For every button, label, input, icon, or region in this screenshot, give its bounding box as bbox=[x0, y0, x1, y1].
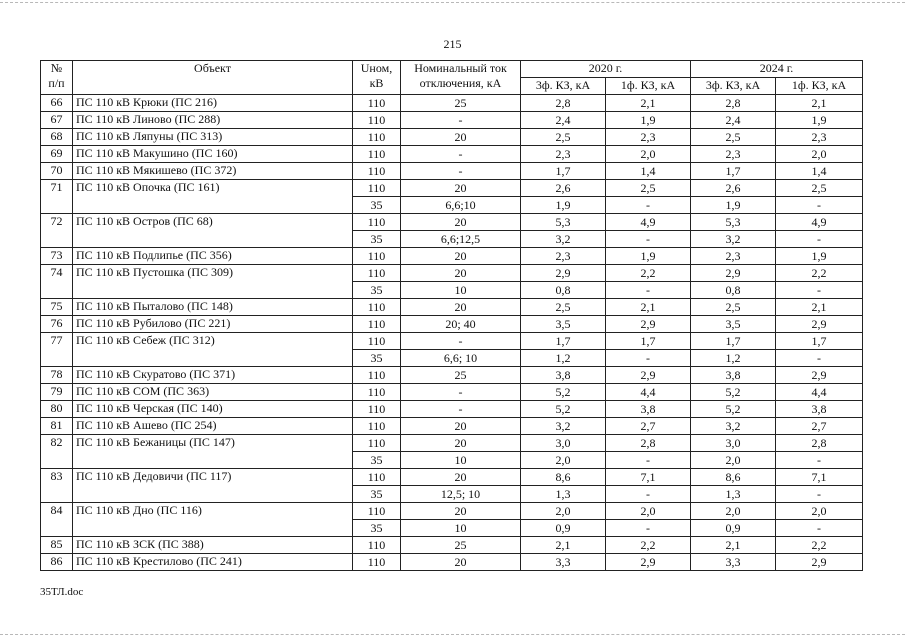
cell-1ph-2024: - bbox=[776, 197, 863, 214]
cell-1ph-2020: 2,7 bbox=[606, 418, 691, 435]
cell-1ph-2020: 2,8 bbox=[606, 435, 691, 452]
cell-1ph-2024: - bbox=[776, 520, 863, 537]
cell-num: 84 bbox=[41, 503, 73, 537]
cell-3ph-2020: 2,3 bbox=[521, 146, 606, 163]
header-unom-unit: кВ bbox=[369, 76, 384, 90]
table-row bbox=[41, 384, 863, 401]
cell-current: 6,6;12,5 bbox=[401, 231, 521, 248]
cell-1ph-2020: 2,3 bbox=[606, 129, 691, 146]
header-current bbox=[401, 61, 521, 95]
cell-3ph-2020: 2,5 bbox=[521, 129, 606, 146]
cell-num: 72 bbox=[41, 214, 73, 248]
cell-1ph-2020: 3,8 bbox=[606, 401, 691, 418]
cell-unom: 110 bbox=[353, 146, 401, 163]
cell-object: ПС 110 кВ Скуратово (ПС 371) bbox=[73, 367, 353, 384]
table-row bbox=[41, 435, 863, 452]
table-row bbox=[41, 95, 863, 112]
table-row bbox=[41, 367, 863, 384]
header-num-label-2: п/п bbox=[48, 76, 65, 90]
header-unom bbox=[353, 61, 401, 95]
cell-current: 25 bbox=[401, 367, 521, 384]
header-3ph-2020: 3ф. КЗ, кА bbox=[521, 78, 606, 95]
cell-3ph-2024: 1,9 bbox=[691, 197, 776, 214]
cell-object: ПС 110 кВ Ляпуны (ПС 313) bbox=[73, 129, 353, 146]
cell-1ph-2020: 1,9 bbox=[606, 248, 691, 265]
cell-unom: 110 bbox=[353, 435, 401, 452]
cell-current: 20 bbox=[401, 265, 521, 282]
cell-3ph-2020: 1,9 bbox=[521, 197, 606, 214]
table-row bbox=[41, 316, 863, 333]
page-bottom-edge bbox=[0, 634, 905, 635]
cell-3ph-2024: 3,2 bbox=[691, 231, 776, 248]
cell-1ph-2020: - bbox=[606, 452, 691, 469]
cell-object: ПС 110 кВ Линово (ПС 288) bbox=[73, 112, 353, 129]
cell-1ph-2024: - bbox=[776, 350, 863, 367]
cell-1ph-2024: 1,9 bbox=[776, 248, 863, 265]
cell-3ph-2024: 8,6 bbox=[691, 469, 776, 486]
cell-current: 6,6;10 bbox=[401, 197, 521, 214]
cell-num: 79 bbox=[41, 384, 73, 401]
cell-current: 10 bbox=[401, 282, 521, 299]
cell-3ph-2020: 8,6 bbox=[521, 469, 606, 486]
cell-object: ПС 110 кВ Черская (ПС 140) bbox=[73, 401, 353, 418]
cell-current: 6,6; 10 bbox=[401, 350, 521, 367]
cell-unom: 110 bbox=[353, 503, 401, 520]
cell-3ph-2020: 3,0 bbox=[521, 435, 606, 452]
cell-unom: 110 bbox=[353, 299, 401, 316]
table-body bbox=[41, 95, 863, 571]
cell-num: 77 bbox=[41, 333, 73, 367]
cell-1ph-2020: 1,7 bbox=[606, 333, 691, 350]
cell-num: 68 bbox=[41, 129, 73, 146]
cell-1ph-2020: - bbox=[606, 350, 691, 367]
cell-1ph-2024: 1,7 bbox=[776, 333, 863, 350]
header-num bbox=[41, 61, 73, 95]
cell-unom: 35 bbox=[353, 231, 401, 248]
cell-num: 67 bbox=[41, 112, 73, 129]
header-current-label-2: отключения, кА bbox=[419, 76, 502, 90]
cell-unom: 35 bbox=[353, 350, 401, 367]
cell-current: 20 bbox=[401, 435, 521, 452]
page-number: 215 bbox=[443, 37, 462, 51]
cell-3ph-2024: 1,3 bbox=[691, 486, 776, 503]
cell-unom: 35 bbox=[353, 452, 401, 469]
cell-1ph-2020: 2,2 bbox=[606, 265, 691, 282]
cell-object: ПС 110 кВ Подлипье (ПС 356) bbox=[73, 248, 353, 265]
header-year-2024: 2024 г. bbox=[691, 61, 863, 78]
cell-1ph-2020: 2,1 bbox=[606, 299, 691, 316]
cell-3ph-2024: 5,2 bbox=[691, 384, 776, 401]
cell-current: 20 bbox=[401, 503, 521, 520]
cell-3ph-2020: 2,9 bbox=[521, 265, 606, 282]
cell-1ph-2024: 2,9 bbox=[776, 367, 863, 384]
cell-unom: 110 bbox=[353, 214, 401, 231]
cell-object: ПС 110 кВ СОМ (ПС 363) bbox=[73, 384, 353, 401]
cell-3ph-2020: 5,2 bbox=[521, 384, 606, 401]
table-row bbox=[41, 146, 863, 163]
cell-unom: 110 bbox=[353, 401, 401, 418]
cell-object: ПС 110 кВ Дедовичи (ПС 117) bbox=[73, 469, 353, 503]
cell-1ph-2020: 2,9 bbox=[606, 554, 691, 571]
cell-1ph-2024: 2,5 bbox=[776, 180, 863, 197]
cell-1ph-2020: 1,9 bbox=[606, 112, 691, 129]
cell-current: 20 bbox=[401, 469, 521, 486]
header-year-2020: 2020 г. bbox=[521, 61, 691, 78]
cell-unom: 110 bbox=[353, 469, 401, 486]
cell-current: - bbox=[401, 163, 521, 180]
cell-3ph-2020: 2,3 bbox=[521, 248, 606, 265]
cell-num: 86 bbox=[41, 554, 73, 571]
footer-filename: 35ТЛ.doc bbox=[40, 586, 84, 598]
cell-num: 85 bbox=[41, 537, 73, 554]
cell-object: ПС 110 кВ Мякишево (ПС 372) bbox=[73, 163, 353, 180]
page-top-edge bbox=[0, 2, 905, 3]
cell-object: ПС 110 кВ Ашево (ПС 254) bbox=[73, 418, 353, 435]
cell-3ph-2024: 2,4 bbox=[691, 112, 776, 129]
cell-3ph-2020: 2,8 bbox=[521, 95, 606, 112]
cell-1ph-2020: 2,0 bbox=[606, 503, 691, 520]
cell-1ph-2020: 2,5 bbox=[606, 180, 691, 197]
cell-1ph-2020: - bbox=[606, 520, 691, 537]
cell-num: 70 bbox=[41, 163, 73, 180]
cell-3ph-2020: 1,7 bbox=[521, 163, 606, 180]
cell-3ph-2024: 2,9 bbox=[691, 265, 776, 282]
cell-unom: 110 bbox=[353, 265, 401, 282]
cell-1ph-2024: 2,0 bbox=[776, 146, 863, 163]
cell-object: ПС 110 кВ Остров (ПС 68) bbox=[73, 214, 353, 248]
table-row bbox=[41, 554, 863, 571]
cell-1ph-2024: 2,9 bbox=[776, 554, 863, 571]
cell-current: 25 bbox=[401, 537, 521, 554]
cell-current: 20 bbox=[401, 214, 521, 231]
header-num-label: № bbox=[50, 61, 63, 75]
cell-num: 74 bbox=[41, 265, 73, 299]
cell-1ph-2024: - bbox=[776, 282, 863, 299]
cell-current: 10 bbox=[401, 520, 521, 537]
cell-object: ПС 110 кВ Крестилово (ПС 241) bbox=[73, 554, 353, 571]
cell-unom: 110 bbox=[353, 384, 401, 401]
cell-num: 66 bbox=[41, 95, 73, 112]
cell-1ph-2020: 4,9 bbox=[606, 214, 691, 231]
cell-unom: 110 bbox=[353, 333, 401, 350]
table-row bbox=[41, 503, 863, 520]
cell-object: ПС 110 кВ Пустошка (ПС 309) bbox=[73, 265, 353, 299]
header-1ph-2024: 1ф. КЗ, кА bbox=[776, 78, 863, 95]
cell-3ph-2024: 3,3 bbox=[691, 554, 776, 571]
cell-3ph-2024: 3,2 bbox=[691, 418, 776, 435]
cell-3ph-2024: 2,1 bbox=[691, 537, 776, 554]
cell-1ph-2024: 2,0 bbox=[776, 503, 863, 520]
cell-3ph-2024: 1,7 bbox=[691, 163, 776, 180]
cell-unom: 35 bbox=[353, 520, 401, 537]
cell-num: 73 bbox=[41, 248, 73, 265]
cell-1ph-2020: 4,4 bbox=[606, 384, 691, 401]
table-row bbox=[41, 299, 863, 316]
table-row bbox=[41, 418, 863, 435]
cell-num: 80 bbox=[41, 401, 73, 418]
cell-3ph-2020: 3,2 bbox=[521, 418, 606, 435]
cell-object: ПС 110 кВ Себеж (ПС 312) bbox=[73, 333, 353, 367]
table-row bbox=[41, 248, 863, 265]
cell-3ph-2024: 1,7 bbox=[691, 333, 776, 350]
cell-3ph-2024: 2,0 bbox=[691, 452, 776, 469]
cell-unom: 110 bbox=[353, 367, 401, 384]
cell-unom: 110 bbox=[353, 537, 401, 554]
cell-unom: 110 bbox=[353, 129, 401, 146]
cell-current: 20 bbox=[401, 248, 521, 265]
table-row bbox=[41, 214, 863, 231]
cell-num: 83 bbox=[41, 469, 73, 503]
cell-3ph-2024: 0,8 bbox=[691, 282, 776, 299]
cell-num: 69 bbox=[41, 146, 73, 163]
cell-3ph-2020: 3,8 bbox=[521, 367, 606, 384]
cell-current: - bbox=[401, 333, 521, 350]
table-row bbox=[41, 129, 863, 146]
table-row bbox=[41, 112, 863, 129]
cell-3ph-2020: 1,2 bbox=[521, 350, 606, 367]
cell-unom: 110 bbox=[353, 554, 401, 571]
cell-3ph-2024: 2,8 bbox=[691, 95, 776, 112]
cell-1ph-2020: - bbox=[606, 282, 691, 299]
table-row bbox=[41, 265, 863, 282]
cell-num: 76 bbox=[41, 316, 73, 333]
cell-current: - bbox=[401, 384, 521, 401]
cell-3ph-2020: 1,7 bbox=[521, 333, 606, 350]
cell-current: 20 bbox=[401, 418, 521, 435]
cell-3ph-2020: 3,5 bbox=[521, 316, 606, 333]
cell-1ph-2024: - bbox=[776, 452, 863, 469]
cell-current: 25 bbox=[401, 95, 521, 112]
cell-unom: 110 bbox=[353, 418, 401, 435]
cell-object: ПС 110 кВ Пыталово (ПС 148) bbox=[73, 299, 353, 316]
cell-object: ПС 110 кВ Бежаницы (ПС 147) bbox=[73, 435, 353, 469]
cell-3ph-2024: 0,9 bbox=[691, 520, 776, 537]
cell-3ph-2020: 2,0 bbox=[521, 452, 606, 469]
cell-1ph-2020: 2,1 bbox=[606, 95, 691, 112]
cell-3ph-2020: 3,3 bbox=[521, 554, 606, 571]
cell-3ph-2024: 2,6 bbox=[691, 180, 776, 197]
cell-1ph-2020: 7,1 bbox=[606, 469, 691, 486]
header-current-label: Номинальный ток bbox=[414, 61, 507, 75]
cell-3ph-2020: 5,3 bbox=[521, 214, 606, 231]
cell-1ph-2020: - bbox=[606, 231, 691, 248]
cell-3ph-2024: 2,5 bbox=[691, 129, 776, 146]
cell-object: ПС 110 кВ Крюки (ПС 216) bbox=[73, 95, 353, 112]
cell-1ph-2020: 2,9 bbox=[606, 367, 691, 384]
cell-3ph-2024: 3,0 bbox=[691, 435, 776, 452]
cell-unom: 35 bbox=[353, 486, 401, 503]
cell-3ph-2024: 5,3 bbox=[691, 214, 776, 231]
table-header bbox=[41, 61, 863, 95]
cell-num: 78 bbox=[41, 367, 73, 384]
cell-unom: 110 bbox=[353, 248, 401, 265]
cell-3ph-2024: 2,5 bbox=[691, 299, 776, 316]
cell-3ph-2024: 3,5 bbox=[691, 316, 776, 333]
cell-unom: 110 bbox=[353, 163, 401, 180]
cell-3ph-2020: 2,6 bbox=[521, 180, 606, 197]
cell-3ph-2024: 3,8 bbox=[691, 367, 776, 384]
cell-1ph-2024: - bbox=[776, 486, 863, 503]
cell-current: 20 bbox=[401, 129, 521, 146]
cell-unom: 110 bbox=[353, 112, 401, 129]
cell-1ph-2024: 2,3 bbox=[776, 129, 863, 146]
cell-1ph-2024: 2,1 bbox=[776, 299, 863, 316]
cell-current: 10 bbox=[401, 452, 521, 469]
cell-3ph-2024: 2,3 bbox=[691, 248, 776, 265]
short-circuit-table bbox=[40, 60, 863, 571]
cell-current: 12,5; 10 bbox=[401, 486, 521, 503]
cell-num: 82 bbox=[41, 435, 73, 469]
cell-object: ПС 110 кВ Рубилово (ПС 221) bbox=[73, 316, 353, 333]
cell-object: ПС 110 кВ Дно (ПС 116) bbox=[73, 503, 353, 537]
cell-1ph-2024: 4,9 bbox=[776, 214, 863, 231]
table-row bbox=[41, 537, 863, 554]
header-object: Объект bbox=[73, 61, 353, 95]
cell-1ph-2024: 2,9 bbox=[776, 316, 863, 333]
cell-current: 20 bbox=[401, 554, 521, 571]
cell-1ph-2024: 7,1 bbox=[776, 469, 863, 486]
cell-num: 71 bbox=[41, 180, 73, 214]
header-1ph-2020: 1ф. КЗ, кА bbox=[606, 78, 691, 95]
cell-3ph-2020: 2,0 bbox=[521, 503, 606, 520]
cell-unom: 35 bbox=[353, 282, 401, 299]
cell-1ph-2024: 4,4 bbox=[776, 384, 863, 401]
cell-1ph-2024: 1,9 bbox=[776, 112, 863, 129]
table-row bbox=[41, 180, 863, 197]
cell-3ph-2020: 5,2 bbox=[521, 401, 606, 418]
cell-object: ПС 110 кВ ЗСК (ПС 388) bbox=[73, 537, 353, 554]
cell-1ph-2020: 2,9 bbox=[606, 316, 691, 333]
cell-1ph-2020: 2,2 bbox=[606, 537, 691, 554]
cell-3ph-2024: 2,0 bbox=[691, 503, 776, 520]
cell-1ph-2020: 2,0 bbox=[606, 146, 691, 163]
cell-object: ПС 110 кВ Опочка (ПС 161) bbox=[73, 180, 353, 214]
cell-3ph-2020: 0,9 bbox=[521, 520, 606, 537]
cell-3ph-2020: 0,8 bbox=[521, 282, 606, 299]
cell-1ph-2024: 2,2 bbox=[776, 265, 863, 282]
cell-unom: 110 bbox=[353, 95, 401, 112]
cell-1ph-2024: 2,1 bbox=[776, 95, 863, 112]
cell-current: 20; 40 bbox=[401, 316, 521, 333]
cell-3ph-2024: 1,2 bbox=[691, 350, 776, 367]
cell-1ph-2020: - bbox=[606, 197, 691, 214]
cell-current: - bbox=[401, 112, 521, 129]
cell-num: 75 bbox=[41, 299, 73, 316]
cell-1ph-2020: 1,4 bbox=[606, 163, 691, 180]
cell-unom: 110 bbox=[353, 180, 401, 197]
cell-num: 81 bbox=[41, 418, 73, 435]
cell-1ph-2024: 2,2 bbox=[776, 537, 863, 554]
cell-current: - bbox=[401, 146, 521, 163]
header-unom-label: Uном, bbox=[360, 61, 393, 75]
header-3ph-2024: 3ф. КЗ, кА bbox=[691, 78, 776, 95]
table-row bbox=[41, 163, 863, 180]
cell-3ph-2024: 5,2 bbox=[691, 401, 776, 418]
cell-1ph-2024: 2,7 bbox=[776, 418, 863, 435]
cell-unom: 110 bbox=[353, 316, 401, 333]
cell-1ph-2024: 3,8 bbox=[776, 401, 863, 418]
cell-1ph-2024: 1,4 bbox=[776, 163, 863, 180]
table-row bbox=[41, 401, 863, 418]
cell-3ph-2020: 3,2 bbox=[521, 231, 606, 248]
cell-1ph-2024: 2,8 bbox=[776, 435, 863, 452]
cell-3ph-2020: 1,3 bbox=[521, 486, 606, 503]
cell-1ph-2020: - bbox=[606, 486, 691, 503]
cell-3ph-2024: 2,3 bbox=[691, 146, 776, 163]
table-row bbox=[41, 333, 863, 350]
cell-3ph-2020: 2,4 bbox=[521, 112, 606, 129]
cell-current: 20 bbox=[401, 299, 521, 316]
cell-current: 20 bbox=[401, 180, 521, 197]
cell-current: - bbox=[401, 401, 521, 418]
cell-object: ПС 110 кВ Макушино (ПС 160) bbox=[73, 146, 353, 163]
cell-unom: 35 bbox=[353, 197, 401, 214]
cell-3ph-2020: 2,5 bbox=[521, 299, 606, 316]
cell-3ph-2020: 2,1 bbox=[521, 537, 606, 554]
table-row bbox=[41, 469, 863, 486]
cell-1ph-2024: - bbox=[776, 231, 863, 248]
